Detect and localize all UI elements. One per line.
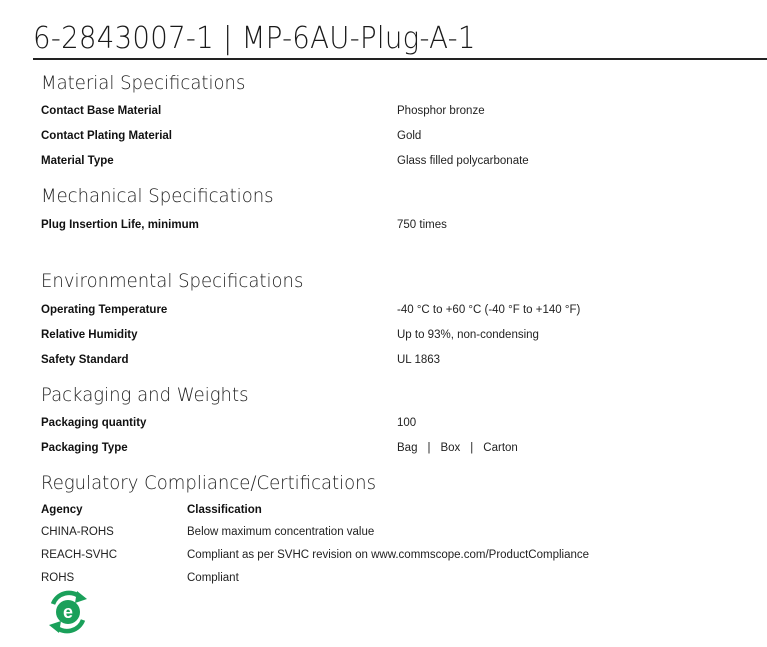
spec-label: Contact Base Material [41, 105, 162, 117]
packaging-type-carton: Carton [483, 442, 518, 454]
spec-label: Packaging Type [41, 442, 128, 454]
section-title-material: Material Specifications [41, 72, 246, 94]
logo-letter: e [62, 602, 74, 622]
spec-label: Contact Plating Material [41, 130, 172, 142]
section-title-regulatory: Regulatory Compliance/Certifications [41, 472, 377, 494]
agency-cell: CHINA-ROHS [41, 526, 114, 538]
classification-cell: Compliant as per SVHC revision on www.commscope.com/ProductCompliance [187, 549, 590, 561]
value-separator: | [470, 442, 474, 454]
column-header-agency: Agency [41, 504, 83, 516]
section-title-packaging: Packaging and Weights [41, 384, 249, 406]
spec-value: Gold [397, 130, 422, 142]
classification-cell: Compliant [187, 572, 239, 584]
spec-value: UL 1863 [397, 354, 441, 366]
packaging-type-bag: Bag [397, 442, 418, 454]
spec-label: Relative Humidity [41, 329, 138, 341]
section-title-environmental: Environmental Specifications [41, 270, 304, 292]
value-separator: | [427, 442, 431, 454]
section-title-mechanical: Mechanical Specifications [41, 185, 274, 207]
spec-label: Plug Insertion Life, minimum [41, 219, 199, 231]
agency-cell: ROHS [41, 572, 75, 584]
spec-value: Glass filled polycarbonate [397, 155, 529, 167]
page-title: 6-2843007-1 | MP-6AU-Plug-A-1 [33, 21, 476, 56]
packaging-type-values [397, 442, 518, 454]
agency-cell: REACH-SVHC [41, 549, 118, 561]
spec-label: Safety Standard [41, 354, 129, 366]
china-rohs-e-logo-icon [44, 589, 92, 635]
spec-value: 750 times [397, 219, 447, 231]
spec-value: Up to 93%, non-condensing [397, 329, 539, 341]
spec-value: Phosphor bronze [397, 105, 485, 117]
spec-label: Packaging quantity [41, 417, 147, 429]
spec-value: 100 [397, 417, 417, 429]
classification-cell: Below maximum concentration value [187, 526, 375, 538]
title-divider [33, 58, 767, 60]
packaging-type-box: Box [440, 442, 461, 454]
spec-label: Operating Temperature [41, 304, 168, 316]
spec-value: -40 °C to +60 °C (-40 °F to +140 °F) [397, 304, 581, 316]
spec-label: Material Type [41, 155, 114, 167]
column-header-classification: Classification [187, 504, 262, 516]
